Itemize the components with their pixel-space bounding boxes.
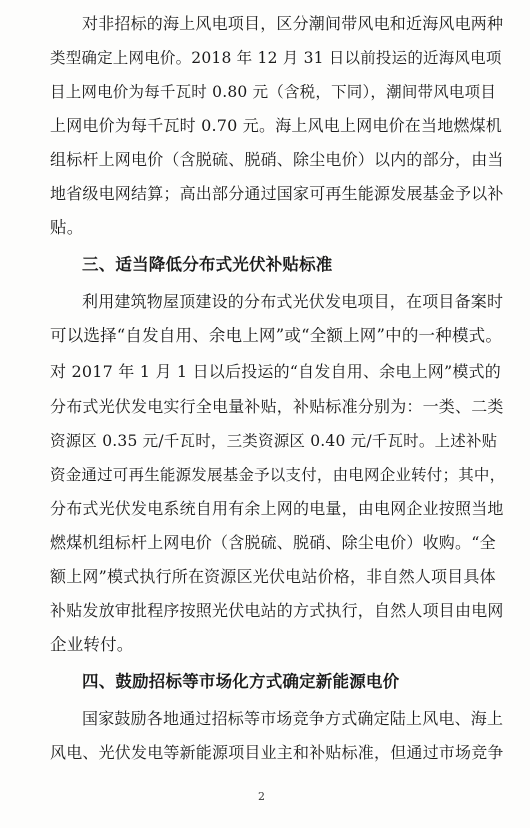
paragraph-line: 资源区 0.35 元/千瓦时，三类资源区 0.40 元/千瓦时。上述补贴	[50, 432, 498, 450]
paragraph-line: 额上网”模式执行所在资源区光伏电站价格，非自然人项目具体	[50, 567, 496, 586]
paragraph-line: 贴。	[50, 218, 84, 237]
paragraph-line: 燃煤机组标杆上网电价（含脱硫、脱硝、除尘电价）收购。“全	[50, 533, 496, 552]
paragraph-line: 国家鼓励各地通过招标等市场竞争方式确定陆上风电、海上	[82, 709, 504, 728]
paragraph-line: 目上网电价为每千瓦时 0.80 元（含税，下同），潮间带风电项目	[50, 83, 497, 101]
paragraph-line: 可以选择“自发自用、余电上网”或“全额上网”中的一种模式。	[50, 326, 503, 345]
paragraph-line: 企业转付。	[50, 635, 134, 654]
paragraph-line: 地省级电网结算；高出部分通过国家可再生能源发展基金予以补	[50, 184, 504, 203]
paragraph-line: 上网电价为每千瓦时 0.70 元。海上风电上网电价在当地燃煤机	[50, 116, 502, 135]
paragraph-line: 分布式光伏发电实行全电量补贴，补贴标准分别为：一类、二类	[50, 397, 504, 416]
paragraph-line: 风电、光伏发电等新能源项目业主和补贴标准，但通过市场竞争	[50, 743, 504, 762]
section-heading: 四、鼓励招标等市场化方式确定新能源电价	[82, 672, 400, 691]
paragraph-line: 资金通过可再生能源发展基金予以支付，由电网企业转付；其中，	[50, 466, 506, 484]
paragraph-line: 组标杆上网电价（含脱硫、脱硝、除尘电价）以内的部分，由当	[50, 150, 504, 169]
paragraph-line: 对 2017 年 1 月 1 日以后投运的“自发自用、余电上网”模式的	[50, 362, 501, 381]
paragraph-line: 补贴发放审批程序按照光伏电站的方式执行，自然人项目由电网	[50, 601, 504, 620]
paragraph-line: 利用建筑物屋顶建设的分布式光伏发电项目，在项目备案时	[82, 292, 504, 311]
section-heading: 三、适当降低分布式光伏补贴标准	[82, 255, 333, 274]
paragraph-line: 分布式光伏发电系统自用有余上网的电量，由电网企业按照当地	[50, 499, 504, 518]
page-number: 2	[258, 790, 265, 803]
paragraph-line: 类型确定上网电价。2018 年 12 月 31 日以前投运的近海风电项	[50, 49, 502, 67]
paragraph-line: 对非招标的海上风电项目，区分潮间带风电和近海风电两种	[82, 14, 504, 33]
